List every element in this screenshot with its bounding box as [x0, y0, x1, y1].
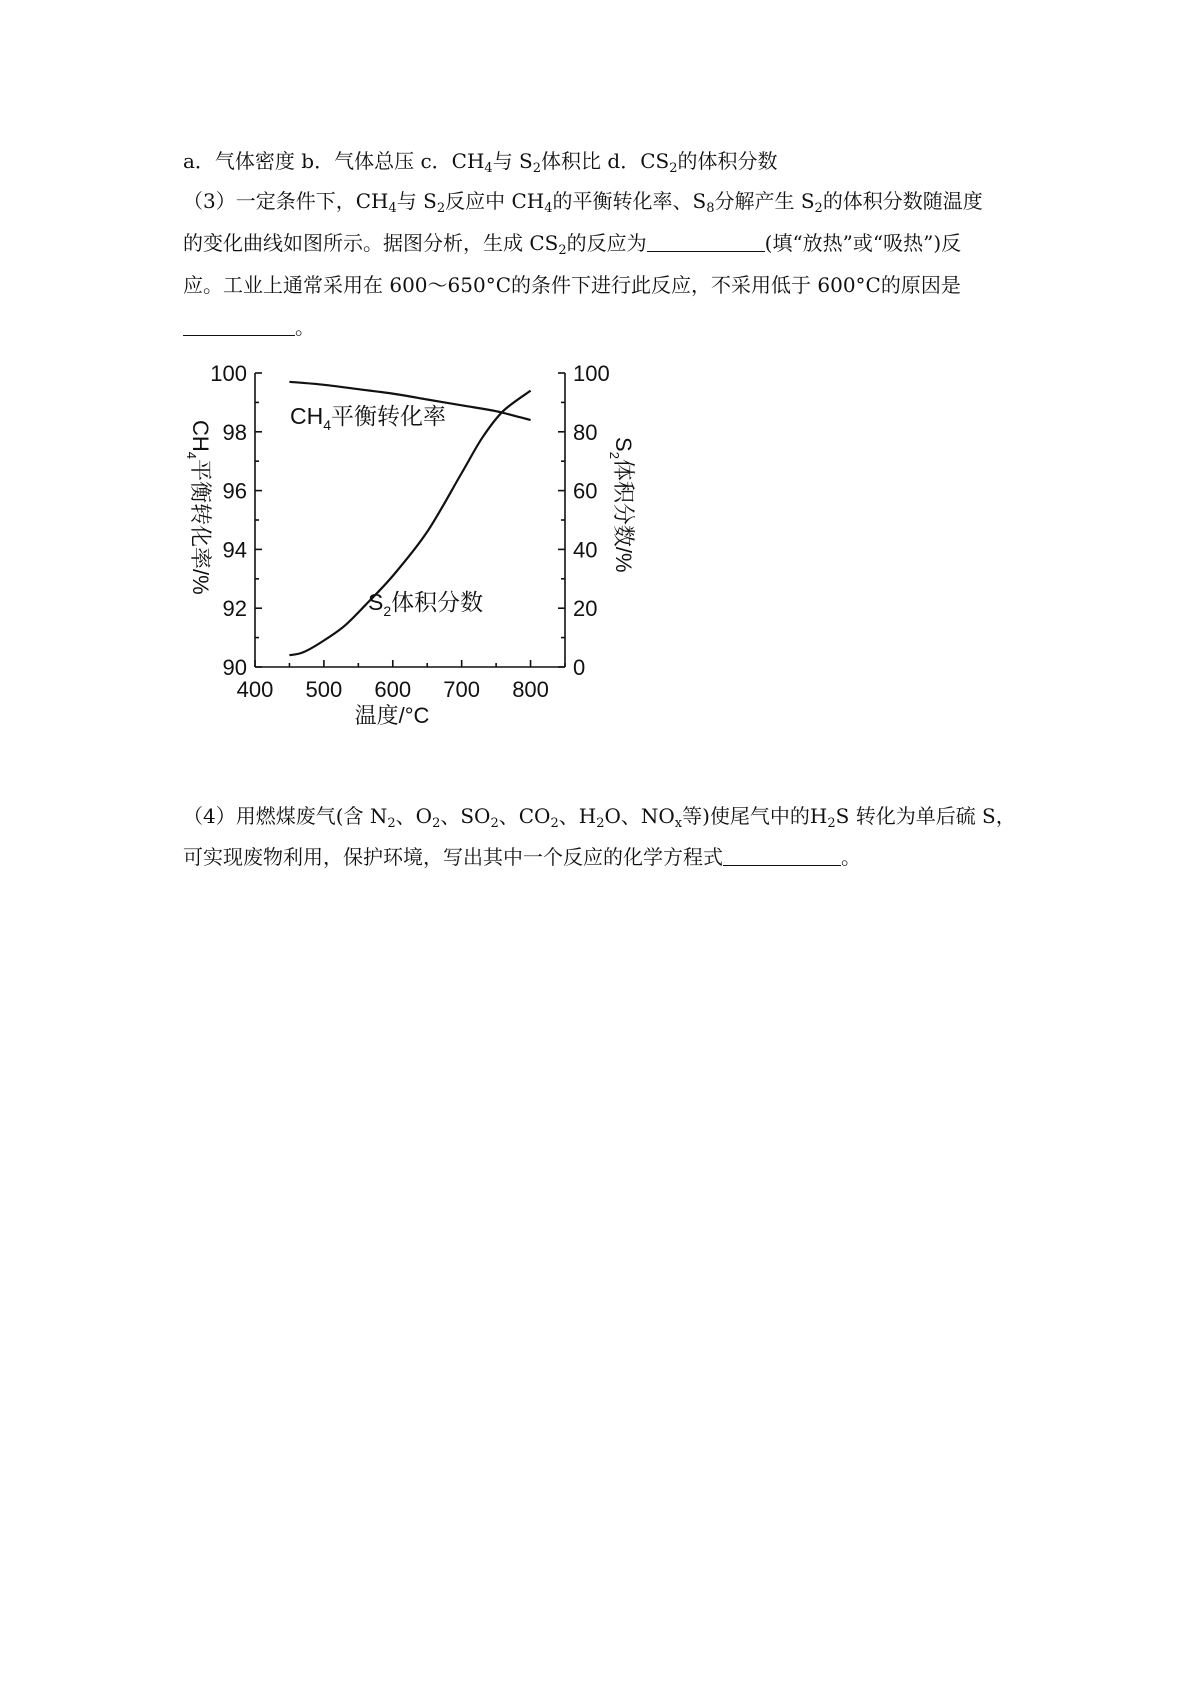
right-tick-label: 20 — [573, 596, 598, 622]
right-tick-label: 80 — [573, 419, 598, 445]
x-tick-label: 800 — [512, 677, 549, 702]
option-c: c．$CH_4$与 $S_2$体积比 — [420, 149, 602, 176]
right-tick-label: 40 — [573, 537, 598, 563]
q3-line-3: 应。工业上通常采用在 600～650°C的条件下进行此反应，不采用低于 600°C的原因是 — [183, 273, 961, 297]
right-tick-label: 60 — [573, 478, 598, 504]
option-b: b．气体总压 — [301, 149, 415, 173]
x-tick-label: 400 — [236, 677, 274, 702]
x-tick-label: 500 — [305, 677, 343, 702]
q4-line-1: （4）用燃煤废气(含 $N_2$、$O_2$、$SO_2$、$CO_2$、$H_2O$、$NO_x$等)使尾气中的$H_2S$ 转化为单后硫 S， — [183, 804, 1016, 831]
q4-line-2: 可实现废物利用，保护环境，写出其中一个反应的化学方程式 。 — [183, 845, 861, 869]
answer-blank-3[interactable] — [723, 847, 841, 866]
left-tick-label: 98 — [222, 419, 247, 445]
x-tick-label: 700 — [443, 677, 481, 702]
left-tick-label: 96 — [222, 478, 247, 504]
x-tick-label: 600 — [374, 677, 412, 702]
option-a: a．气体密度 — [183, 149, 295, 173]
left-tick-label: 94 — [222, 537, 247, 563]
right-tick-label: 100 — [573, 361, 610, 386]
answer-blank-2[interactable] — [183, 317, 295, 336]
q3-line-4: 。 — [183, 313, 315, 341]
q3-line-1: （3）一定条件下，$CH_4$与 $S_2$反应中 $CH_4$的平衡转化率、$S_8$分解产生 $S_2$的体积分数随温度 — [183, 189, 983, 216]
x-axis-label: 温度/°C — [354, 703, 430, 728]
chart — [184, 352, 636, 742]
label-s2-series: $S_2$体积分数 — [368, 589, 484, 619]
right-tick-label: 0 — [573, 655, 586, 680]
option-d: d．$CS_2$的体积分数 — [607, 149, 778, 176]
left-tick-label: 100 — [210, 361, 247, 386]
left-axis-label: $CH_4$平衡转化率/% — [184, 420, 213, 595]
right-axis-label: $S_2$体积分数/% — [607, 437, 636, 573]
options-line — [183, 147, 778, 175]
left-tick-label: 90 — [222, 655, 247, 680]
label-ch4-series: $CH_4$平衡转化率 — [290, 403, 447, 433]
q3-line-2: 的变化曲线如图所示。据图分析，生成 $CS_2$的反应为 (填“放热”或“吸热”)反 — [183, 231, 962, 258]
left-tick-label: 92 — [222, 596, 247, 622]
answer-blank-1[interactable] — [647, 233, 765, 252]
